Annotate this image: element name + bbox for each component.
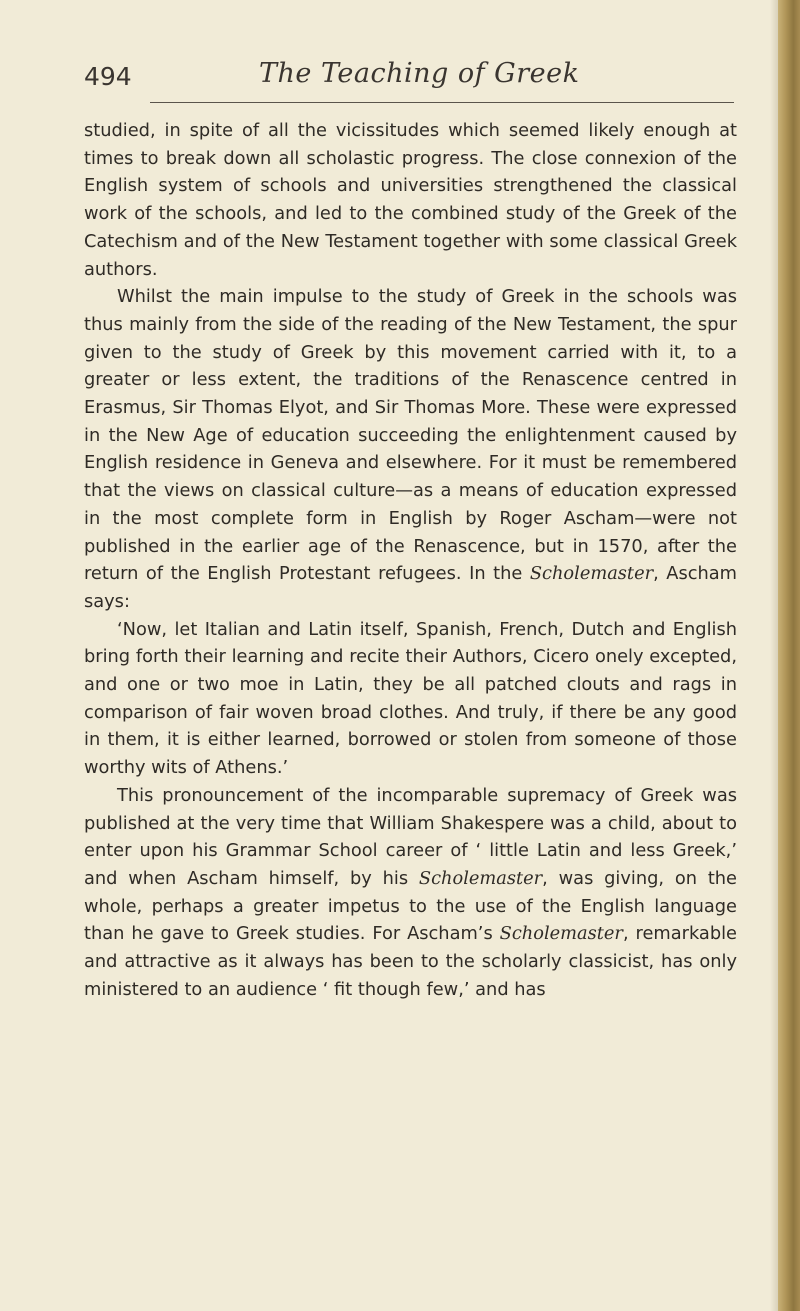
book-title-italic: Scholemaster [499,923,623,945]
paragraph-2-text-end: , Ascham says: [84,563,737,612]
quotation-paragraph: ‘Now, let Italian and Latin itself, Spanish, French, Dutch and English bring forth their learning and recite their Authors, Cicero onely excepted, and one or two moe in Latin, they be all patched clouts and rags in comparison of fair woven broad clothes. And truly, if there be any good in them, it is either learned, borrowed or stolen from someone of those worthy wits of Athens.’ [84,618,737,779]
paragraph-4-text: This pronouncement of the incomparable supremacy of Greek was published at the very time that William Shakespere was a child, about to enter upon his Grammar School career of ‘ little Latin and less Greek,’ and when Ascham himself, by his [84,784,737,889]
paragraph-2-text: Whilst the main impulse to the study of Greek in the schools was thus mainly from the side of the reading of the New Testament, the spur given to the study of Greek by this movement carried with it, to a greater or less extent, the traditions of the Renascence centred in Erasmus, Sir Thomas Elyot, and Sir Thomas More. These were expressed in the New Age of education succeeding the enlightenment caused by English residence in Geneva and elsewhere. For it must be remembered that the views on classical culture—as a means of education expressed in the most complete form in English by Roger Ascham—were not published in the earlier age of the Renascence, but in 1570, after the return of the English Protestant refugees. In the [84,286,737,585]
book-title-italic: Scholemaster [418,867,543,889]
page-edge-shadow [770,0,778,1311]
paragraph-4-text-middle: , was giving, on the whole, perhaps a greater impetus to the use of the English language than he gave to Greek studies. For Ascham’s [84,867,737,945]
running-title: The Teaching of Greek [259,58,580,89]
page-number: 494 [84,62,132,91]
page-header [84,58,734,94]
paragraph-4-text-end: , remarkable and attractive as it always has been to the scholarly classicist, has only ministered to an audience ‘ fit though few,’ and has [84,923,737,1000]
book-title-italic: Scholemaster [529,563,654,585]
paragraph-1: studied, in spite of all the vicissitudes which seemed likely enough at times to break down all scholastic progress. The close connexion of the English system of schools and universities strengthened the classical work of the schools, and led to the combined study of the Greek of the Catechism and of the New Testament together with some classical Greek authors. [84,120,737,280]
book-page-edge [778,0,800,1311]
paragraph-4 [84,782,737,1004]
header-rule [150,102,734,103]
body-text [84,117,737,1004]
paragraph-2 [84,283,737,615]
